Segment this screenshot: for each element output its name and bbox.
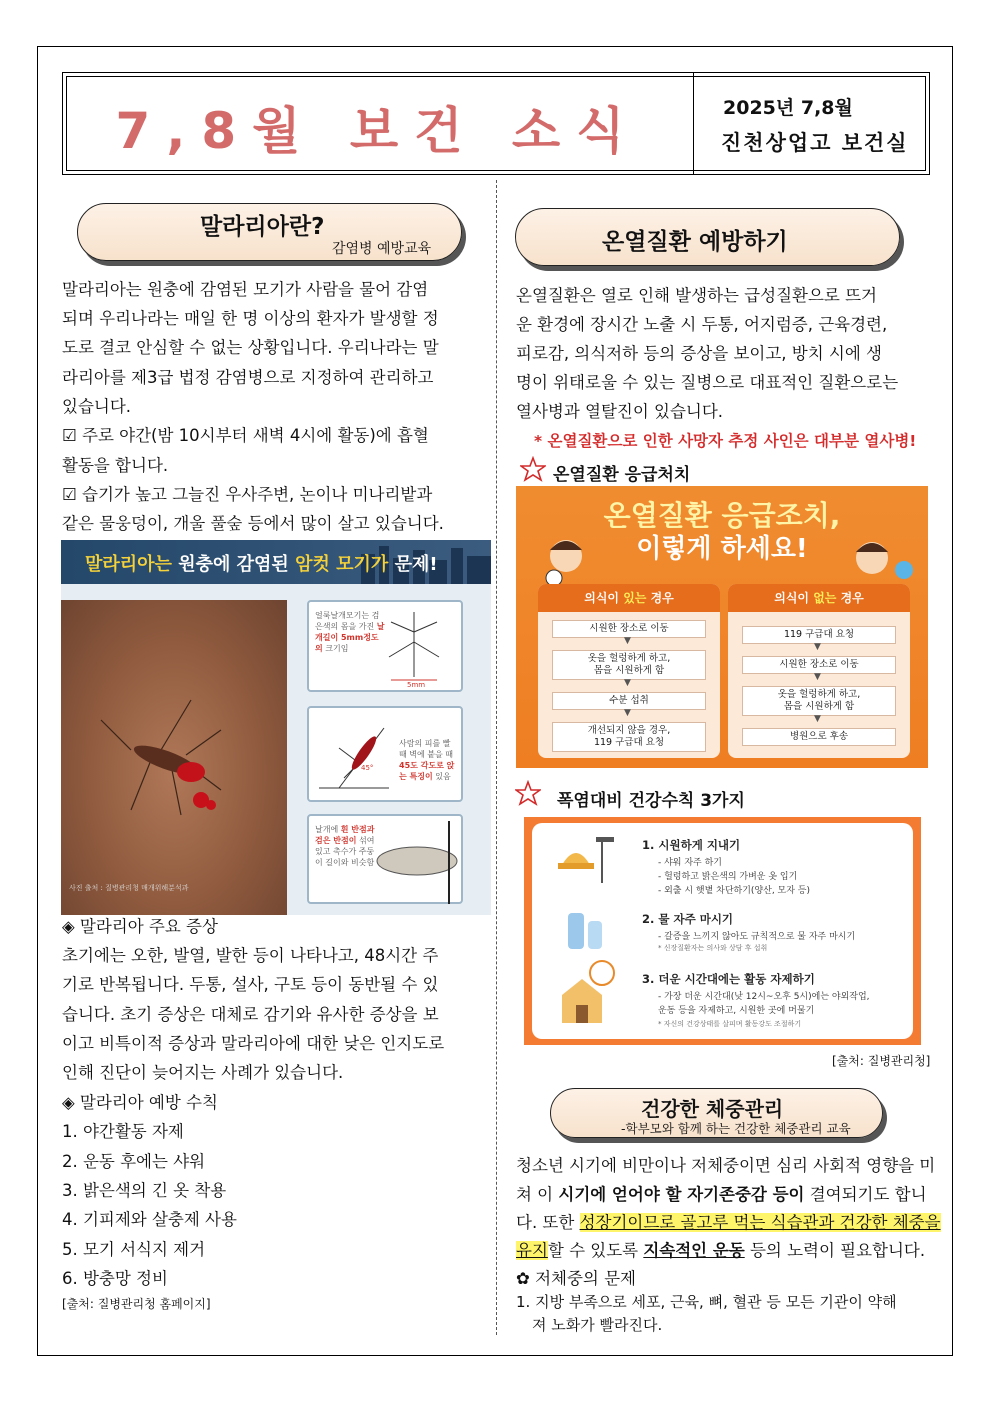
prevention-item: 6. 방충망 정비 <box>62 1269 168 1288</box>
malaria-panel-angle <box>307 706 463 802</box>
aid-step: 수분 섭취 <box>552 692 706 710</box>
star-icon <box>515 780 541 806</box>
arrow-down-icon: ▼ <box>814 642 821 652</box>
symptom-line: 초기에는 오한, 발열, 발한 등이 나타나고, 48시간 주 <box>62 946 439 965</box>
panel-text-part: 45도 각도로 앉는 특징이 <box>399 761 455 781</box>
aid-step: 시원한 장소로 이동 <box>552 620 706 638</box>
panel-text-part: 있음 <box>432 772 451 781</box>
text-part: 쳐 이 <box>516 1185 559 1204</box>
prevention-item: 1. 야간활동 자제 <box>62 1122 184 1141</box>
bold-text: 시기에 얻어야 할 자기존중감 등이 <box>558 1185 805 1204</box>
malaria-intro-line: 라리아를 제3급 법정 감염병으로 지정하여 관리하고 <box>62 368 434 387</box>
heat-rule-note: * 신장질환자는 의사와 상담 후 섭취 <box>658 944 768 952</box>
mosquito-diagram-icon <box>309 602 465 694</box>
heat-heading: 온열질환 예방하기 <box>602 229 788 255</box>
malaria-banner <box>61 540 491 584</box>
school-office: 진천상업고 보건실 <box>721 131 909 155</box>
panel-text-part: 사람의 피를 빨 때 <box>399 739 451 759</box>
head-part: 없는 <box>813 591 837 605</box>
panel-scale-label: 5mm <box>407 681 426 689</box>
unconscious-case-head <box>728 584 910 612</box>
highlighted-text: 성장기이므로 골고루 먹는 식습관과 건강한 체중을 <box>579 1213 941 1232</box>
arrow-down-icon: ▼ <box>814 672 821 682</box>
malaria-heading: 말라리아란? <box>200 214 325 240</box>
text-part: 등의 노력이 필요합니다. <box>744 1241 926 1260</box>
banner-part: 문제! <box>388 554 438 575</box>
malaria-intro-line: 되며 우리나라는 매일 한 명 이상의 환자가 발생할 정 <box>62 309 439 328</box>
panel-angle-text <box>399 738 459 782</box>
heat-intro-line: 열사병과 열탈진이 있습니다. <box>516 402 724 421</box>
aid-step: 119 구급대 요청 <box>742 626 896 644</box>
heat-intro-line: 명이 위태로울 수 있는 질병으로 대표적인 질환으로는 <box>516 373 899 392</box>
weight-line <box>516 1237 925 1261</box>
malaria-heading-pill <box>77 203 462 261</box>
underweight-item: 져 노화가 빨라진다. <box>532 1316 663 1334</box>
banner-part: 원충에 감염된 <box>178 554 296 575</box>
text-part: 할 수 있도록 <box>547 1241 644 1260</box>
malaria-infographic <box>61 540 491 915</box>
heat-rule-line: - 샤워 자주 하기 <box>658 858 722 868</box>
panel-text-part: 벽에 붙을 때 <box>409 750 454 759</box>
prevention-item: 2. 운동 후에는 샤워 <box>62 1152 206 1171</box>
panel-text-part: 크기임 <box>322 644 349 653</box>
weight-line <box>516 1181 927 1205</box>
arrow-down-icon: ▼ <box>624 636 631 646</box>
heat-intro-line: 운 환경에 장시간 노출 시 두통, 어지럼증, 근육경련, <box>516 315 888 334</box>
malaria-intro-line: ☑ 습기가 높고 그늘진 우사주변, 논이나 미나리밭과 <box>62 485 433 504</box>
head-part: 의식이 <box>774 591 814 605</box>
aid-step: 옷을 헐렁하게 하고, 몸을 시원하게 함 <box>552 650 706 680</box>
malaria-source: [출처: 질병관리청 홈페이지] <box>62 1297 211 1311</box>
aid-step: 옷을 헐렁하게 하고, 몸을 시원하게 함 <box>742 686 896 716</box>
weight-heading: 건강한 체중관리 <box>641 1097 784 1121</box>
text-part: 다. 또한 <box>516 1213 580 1232</box>
heat-intro-line: 피로감, 의식저하 등의 증상을 보이고, 방치 시에 생 <box>516 344 882 363</box>
aid-step: 시원한 장소로 이동 <box>742 656 896 674</box>
symptom-line: 인해 진단이 늦어지는 사례가 있습니다. <box>62 1063 344 1082</box>
banner-part: 암컷 모기가 <box>295 554 389 575</box>
malaria-panel-size <box>307 600 463 692</box>
malaria-intro-line: 있습니다. <box>62 397 132 416</box>
newsletter-date: 2025년 7,8월 <box>723 97 853 119</box>
aid-step: 개선되지 않을 경우, 119 구급대 요청 <box>552 722 706 752</box>
symptom-line: 이고 비특이적 증상과 말라리아에 대한 낮은 인지도로 <box>62 1034 445 1053</box>
banner-part: 말라리아는 <box>85 554 179 575</box>
underweight-item: 1. 지방 부족으로 세포, 근육, 뼈, 혈관 등 모든 기관이 약해 <box>516 1293 897 1311</box>
panel-text-part: 흰 반점과 검은 반점이 <box>315 825 375 845</box>
heat-rules-infographic <box>524 817 921 1045</box>
arrow-down-icon: ▼ <box>814 714 821 724</box>
malaria-photo-credit: 사진 출처 : 질병관리청 매개위해분석과 <box>69 884 189 892</box>
panel-text-part: 날개길이 5mm정도의 <box>315 622 385 653</box>
heat-rules-icons <box>532 823 642 1039</box>
text-part: 결여되기도 합니 <box>804 1185 927 1204</box>
panel-text-part: 날개에 <box>315 825 341 834</box>
newsletter-title: 7,8월 보건 소식 <box>115 102 641 160</box>
heat-death-note: * 온열질환으로 인한 사망자 추정 사인은 대부분 열사병! <box>534 432 917 450</box>
header-divider <box>693 73 694 174</box>
malaria-intro-line: 같은 물웅덩이, 개울 풀숲 등에서 많이 살고 있습니다. <box>62 514 444 533</box>
heat-rule-line: - 갈증을 느끼지 않아도 규칙적으로 물 자주 마시기 <box>658 932 856 942</box>
first-aid-image-subtitle: 이렇게 하세요! <box>636 534 808 564</box>
heat-intro-line: 온열질환은 열로 인해 발생하는 급성질환으로 뜨거 <box>516 286 877 305</box>
aid-step: 병원으로 후송 <box>742 728 896 746</box>
head-part: 있는 <box>623 591 647 605</box>
unconscious-case-box <box>728 584 910 758</box>
prevention-item: 3. 밝은색의 긴 옷 착용 <box>62 1181 227 1200</box>
children-illustration-icon <box>516 486 928 586</box>
heat-rule-line: - 외출 시 햇볕 차단하기(양산, 모자 등) <box>658 886 811 896</box>
mosquito-icon <box>61 600 287 915</box>
malaria-subheading: 감염병 예방교육 <box>332 241 432 257</box>
malaria-intro-line: ☑ 주로 야간(밤 10시부터 새벽 4시에 활동)에 흡혈 <box>62 426 429 445</box>
malaria-intro-line: 말라리아는 원충에 감염된 모기가 사람을 물어 감염 <box>62 280 429 299</box>
malaria-panel-wing <box>307 814 463 904</box>
heat-rule-line: - 헐렁하고 밝은색의 가벼운 옷 입기 <box>658 872 798 882</box>
first-aid-infographic <box>516 486 928 768</box>
first-aid-image-title: 온열질환 응급조치, <box>603 499 841 532</box>
heat-heading-pill <box>515 208 900 266</box>
arrow-down-icon: ▼ <box>624 678 631 688</box>
head-part: 의식이 <box>584 591 624 605</box>
arrow-down-icon: ▼ <box>624 708 631 718</box>
header-box <box>62 72 930 175</box>
head-part: 경우 <box>646 591 674 605</box>
malaria-prevention-title: ◈ 말라리아 예방 수칙 <box>62 1093 218 1112</box>
head-part: 경우 <box>836 591 864 605</box>
highlighted-text: 유지 <box>516 1241 548 1260</box>
malaria-intro-line: 도로 결코 안심할 수 없는 상황입니다. 우리나라는 말 <box>62 338 439 357</box>
bold-underlined-text: 지속적인 운동 <box>643 1241 745 1260</box>
weight-subheading: -학부모와 함께 하는 건강한 체중관리 교육 <box>621 1121 851 1136</box>
weight-line: 청소년 시기에 비만이나 저체중이면 심리 사회적 영향을 미 <box>516 1156 936 1175</box>
panel-text-part: 섞여 있고 촉수가 주둥이 길이와 비슷함 <box>315 836 375 867</box>
malaria-banner-text <box>85 550 438 576</box>
heat-rule-1-title: 1. 시원하게 지내기 <box>642 838 741 852</box>
first-aid-title: 온열질환 응급처치 <box>553 465 691 485</box>
mosquito-photo <box>61 600 287 915</box>
panel-text-part: 얼룩날개모기는 검은색의 몸을 가진 <box>315 611 380 631</box>
heat-rule-line: - 가장 더운 시간대(낮 12시~오후 5시)에는 야외작업, <box>658 992 870 1002</box>
weight-heading-pill <box>550 1088 883 1138</box>
heat-rules-title: 폭염대비 건강수칙 3가지 <box>557 791 745 811</box>
mosquito-wing-icon <box>309 816 465 906</box>
weight-line <box>516 1209 941 1233</box>
underweight-title: ✿ 저체중의 문제 <box>516 1269 636 1288</box>
conscious-case-head <box>538 584 720 612</box>
symptom-line: 기로 반복됩니다. 두통, 설사, 구토 등이 동반될 수 있 <box>62 975 439 994</box>
star-icon <box>520 456 546 482</box>
malaria-symptoms-title: ◈ 말라리아 주요 증상 <box>62 917 218 936</box>
heat-rule-3-title: 3. 더운 시간대에는 활동 자제하기 <box>642 972 815 986</box>
heat-rule-note: * 자신의 건강상태를 살피며 활동강도 조절하기 <box>658 1020 802 1028</box>
prevention-item: 5. 모기 서식지 제거 <box>62 1240 206 1259</box>
column-divider <box>496 180 497 1335</box>
heat-rule-2-title: 2. 물 자주 마시기 <box>642 912 734 926</box>
heat-rule-line: 운동 등을 자제하고, 시원한 곳에 머물기 <box>658 1006 815 1016</box>
heat-source: [출처: 질병관리청] <box>832 1054 931 1068</box>
malaria-intro-line: 활동을 합니다. <box>62 456 169 475</box>
prevention-item: 4. 기피제와 살충제 사용 <box>62 1210 237 1229</box>
heat-rules-panel <box>532 823 913 1039</box>
symptom-line: 습니다. 초기 증상은 대체로 감기와 유사한 증상을 보 <box>62 1005 439 1024</box>
conscious-case-box <box>538 584 720 758</box>
panel-angle-label: 45° <box>361 764 374 772</box>
